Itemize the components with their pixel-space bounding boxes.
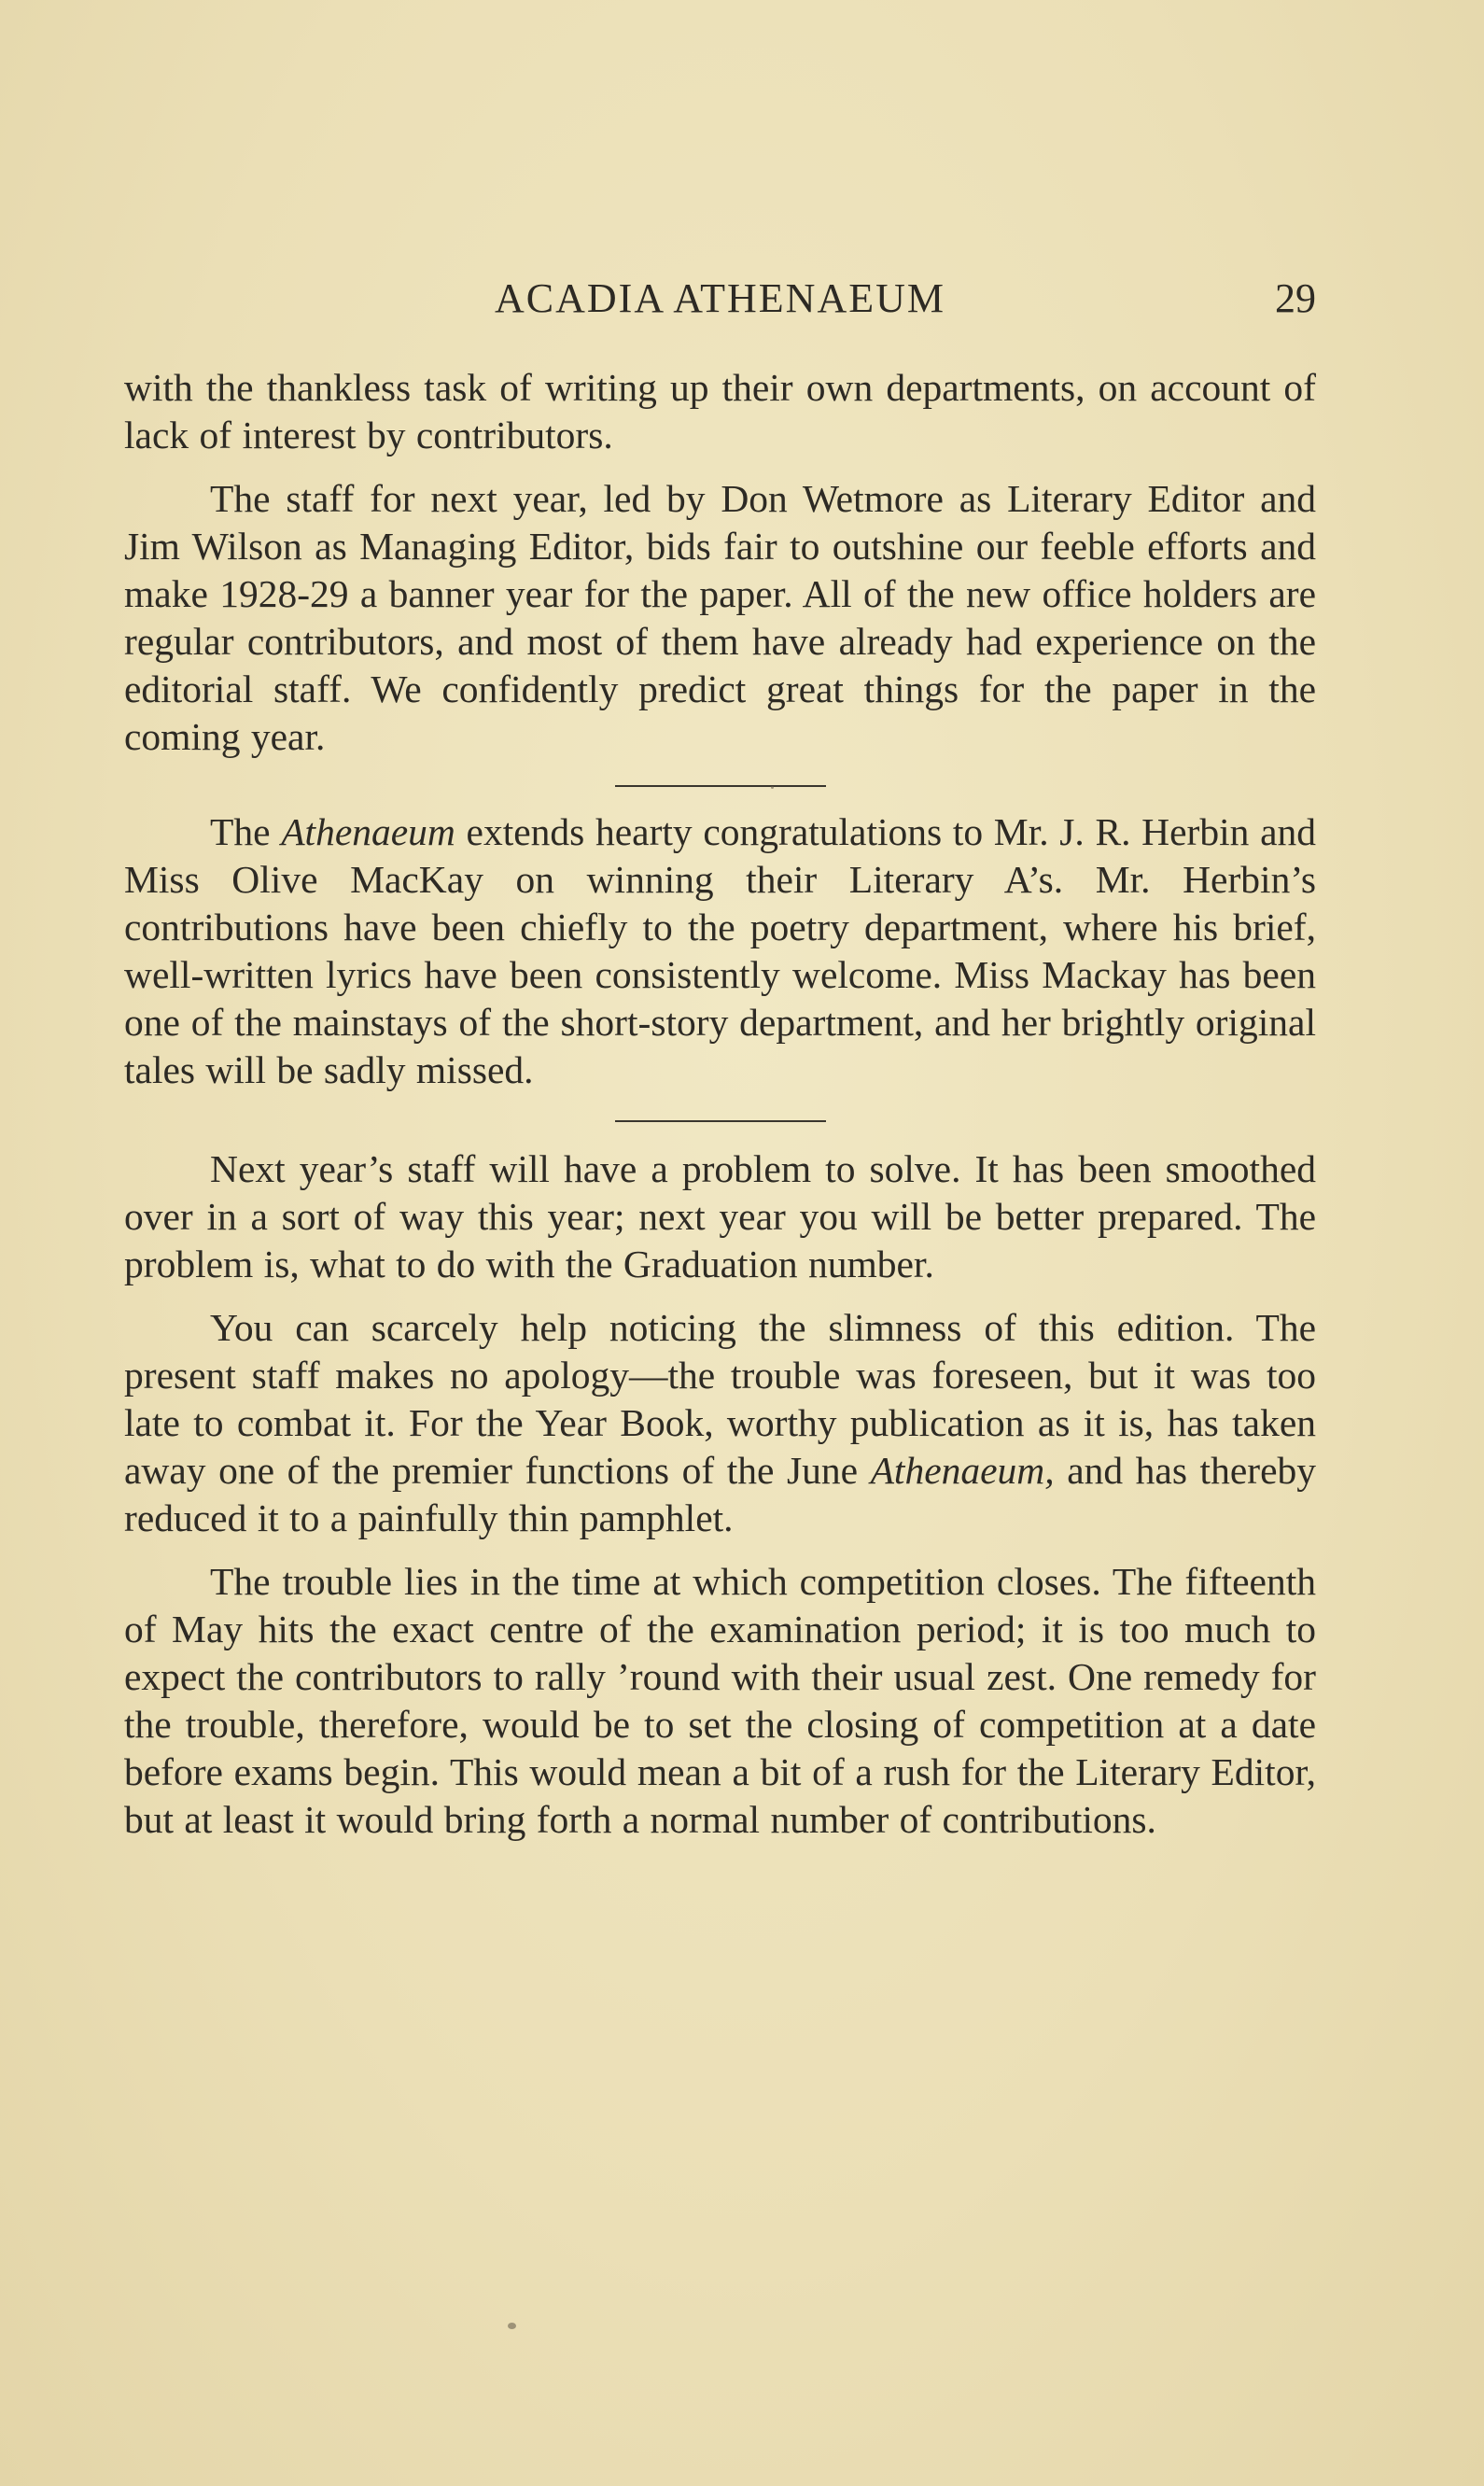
section-divider [615, 1120, 826, 1122]
section-divider [615, 785, 826, 787]
page-number: 29 [1275, 275, 1316, 321]
paragraph-staff-next-year: The staff for next year, led by Don Wetmore as Literary Editor and Jim Wilson as Managing Editor, bids fair to outshine our feeble efforts and make 1928-29 a banner year for the paper. All of the new office holders are regular contributors, and most of them have already had experience on the editorial staff. We confidently predict great things for the paper in the coming year. [124, 477, 1316, 758]
paragraph-continuation: with the thankless task of writing up their own departments, on account of lack of interest by contributors. [124, 366, 1316, 456]
paragraph-problem: Next year’s staff will have a problem to solve. It has been smoothed over in a sort of way this year; next year you will be better prepared. The problem is, what to do with the Graduation number. [124, 1147, 1316, 1285]
article-body [124, 364, 1316, 1844]
paragraph-slimness [124, 1304, 1316, 1542]
paragraph-text: and has thereby reduced it to a painfully thin pamphlet. [124, 1449, 1316, 1539]
paragraph-trouble: The trouble lies in the time at which competition closes. The fifteenth of May hits the exact centre of the examination period; it is too much to expect the contributors to rally ’round with their usual zest. One remedy for the trouble, therefore, would be to set the closing of competition at a date before exams begin. This would mean a bit of a rush for the Literary Editor, but at least it would bring forth a normal number of contributions. [124, 1560, 1316, 1841]
ink-speck [771, 786, 774, 789]
running-head [124, 271, 1316, 327]
paragraph-congratulations [124, 808, 1316, 1094]
italic-title: Athenaeum, [870, 1449, 1055, 1492]
paragraph-text: extends hearty congratulations to Mr. J. R. Herbin and Miss Olive MacKay on winning their Literary A’s. Mr. Herbin’s contributions have been chiefly to the poetry department, where his brief, well-written lyrics have been consistently welcome. Miss Mackay has been one of the mainstays of the short-story department, and her brightly original tales will be sadly missed. [124, 810, 1316, 1091]
italic-title: Athenaeum [281, 810, 455, 853]
running-title: ACADIA ATHENAEUM [495, 275, 945, 321]
ink-speck [508, 2323, 516, 2329]
paragraph-text: You can scarcely help noticing the slimness of this edition. The present staff makes no apology—the trouble was foreseen, but it was too late to combat it. For the Year Book, worthy publication as it is, has taken away one of the premier functions of the June [124, 1306, 1316, 1492]
paragraph-text: The [210, 810, 282, 853]
